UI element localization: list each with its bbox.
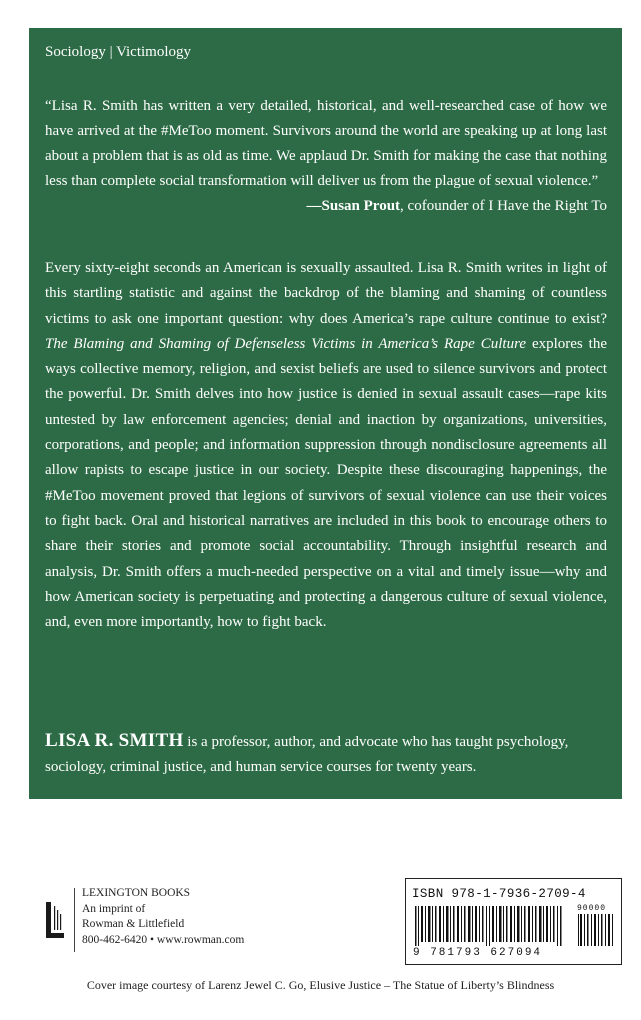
isbn-number: ISBN 978-1-7936-2709-4	[412, 887, 586, 901]
publisher-logo-icon	[44, 900, 66, 940]
cover-image-credit: Cover image courtesy of Larenz Jewel C. Go, Elusive Justice – The Statue of Liberty’s Blindness	[86, 978, 555, 992]
quote-attribution: —Susan Prout, cofounder of I Have the Right To	[306, 198, 607, 214]
author-bio-text: is a professor, author, and advocate who has taught psychology, sociology, criminal justice, and human service courses for twenty years.	[45, 734, 569, 775]
publisher-divider	[74, 888, 75, 952]
publisher-imprint: LEXINGTON BOOKS	[82, 887, 191, 899]
book-title: The Blaming and Shaming of Defenseless Victims in America’s Rape Culture	[45, 335, 527, 352]
isbn-barcode	[405, 878, 622, 965]
publisher-contact: 800-462-6420 • www.rowman.com	[82, 933, 245, 946]
category-label: Sociology | Victimology	[45, 44, 191, 60]
attribution-name: Susan Prout	[321, 198, 401, 214]
back-cover-panel	[29, 28, 622, 799]
author-bio	[45, 728, 607, 780]
quote-text: “Lisa R. Smith has written a very detailed, historical, and well-researched case of how we have arrived at the #MeToo moment. Survivors around the world are speaking up at long last about a problem that is as old as time. We applaud Dr. Smith for making the case that nothing less than complete social transformation will deliver us from the plague of sexual violence.”	[45, 98, 607, 189]
publisher-info: LEXINGTON BOOKS An imprint of Rowman & Littlefield 800-462-6420 • www.rowman.com	[82, 886, 244, 948]
price-code: 90000	[577, 904, 607, 913]
publisher-block	[44, 886, 304, 956]
attribution-role: , cofounder of I Have the Right To	[400, 198, 607, 214]
endorsement-quote	[45, 94, 607, 219]
barcode-digits: 9 781793 627094	[413, 947, 543, 959]
book-description: Every sixty-eight seconds an American is sexually assaulted. Lisa R. Smith writes in light of this startling statistic and against the backdrop of the blaming and shaming of countless victims to ask one important question: why does America’s rape culture continue to exist? The Blaming and Shaming of Defenseless Victims in America’s Rape Culture explores the ways collective memory, religion, and sexist beliefs are used to silence survivors and protect the powerful. Dr. Smith delves into how justice is denied in sexual assault cases—rape kits untested by law enforcement agencies; denial and inaction by organizations, universities, corporations, and people; and information suppression through nondisclosure agreements all allow rapists to escape justice in our society. Despite these discouraging happenings, the #MeToo movement proved that legions of survivors of sexual violence can use their voices to fight back. Oral and historical narratives are included in this book to encourage others to share their stories and promote social accountability. Through insightful research and analysis, Dr. Smith offers a much-needed perspective on a vital and timely issue—why and how American society is perpetuating and protecting a dangerous culture of sexual violence, and, even more importantly, how to fight back.	[45, 260, 607, 631]
author-name: LISA R. SMITH	[45, 730, 184, 751]
